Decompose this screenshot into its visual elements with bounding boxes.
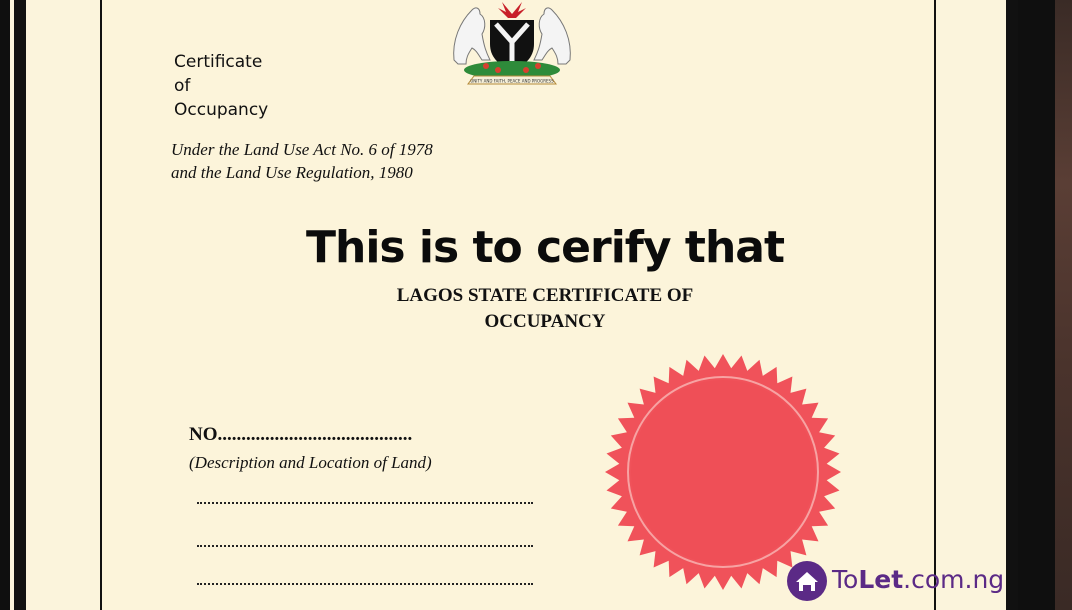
label-line-3: Occupancy bbox=[174, 100, 269, 120]
certify-headline: This is to cerify that bbox=[305, 222, 785, 273]
lagos-state-title bbox=[0, 283, 1072, 335]
coat-of-arms-icon bbox=[446, 0, 578, 88]
tolet-watermark bbox=[786, 560, 1005, 604]
certificate-number-field: NO......................................... bbox=[189, 424, 413, 445]
label-line-1: Certificate bbox=[174, 52, 263, 72]
red-seal-icon bbox=[603, 352, 843, 592]
dotted-line-2 bbox=[197, 545, 533, 547]
tolet-brand-text bbox=[832, 565, 1004, 594]
act-line-1: Under the Land Use Act No. 6 of 1978 bbox=[171, 140, 433, 159]
act-line-2: and the Land Use Regulation, 1980 bbox=[171, 163, 413, 182]
dotted-line-3 bbox=[197, 583, 533, 585]
land-use-act-text bbox=[171, 138, 433, 184]
svg-text:UNITY AND FAITH, PEACE AND PRO: UNITY AND FAITH, PEACE AND PROGRESS bbox=[470, 78, 554, 84]
subhead-line-2: OCCUPANCY bbox=[484, 311, 606, 332]
land-description-label: (Description and Location of Land) bbox=[189, 453, 432, 472]
brand-bold: Let bbox=[858, 565, 904, 594]
dotted-line-1 bbox=[197, 502, 533, 504]
brand-suffix: .com.ng bbox=[903, 565, 1005, 594]
certificate-of-occupancy-label bbox=[174, 50, 268, 122]
label-line-2: of bbox=[174, 76, 191, 96]
house-logo-icon bbox=[786, 560, 828, 602]
brand-prefix: To bbox=[832, 565, 859, 594]
subhead-line-1: LAGOS STATE CERTIFICATE OF bbox=[396, 285, 694, 306]
